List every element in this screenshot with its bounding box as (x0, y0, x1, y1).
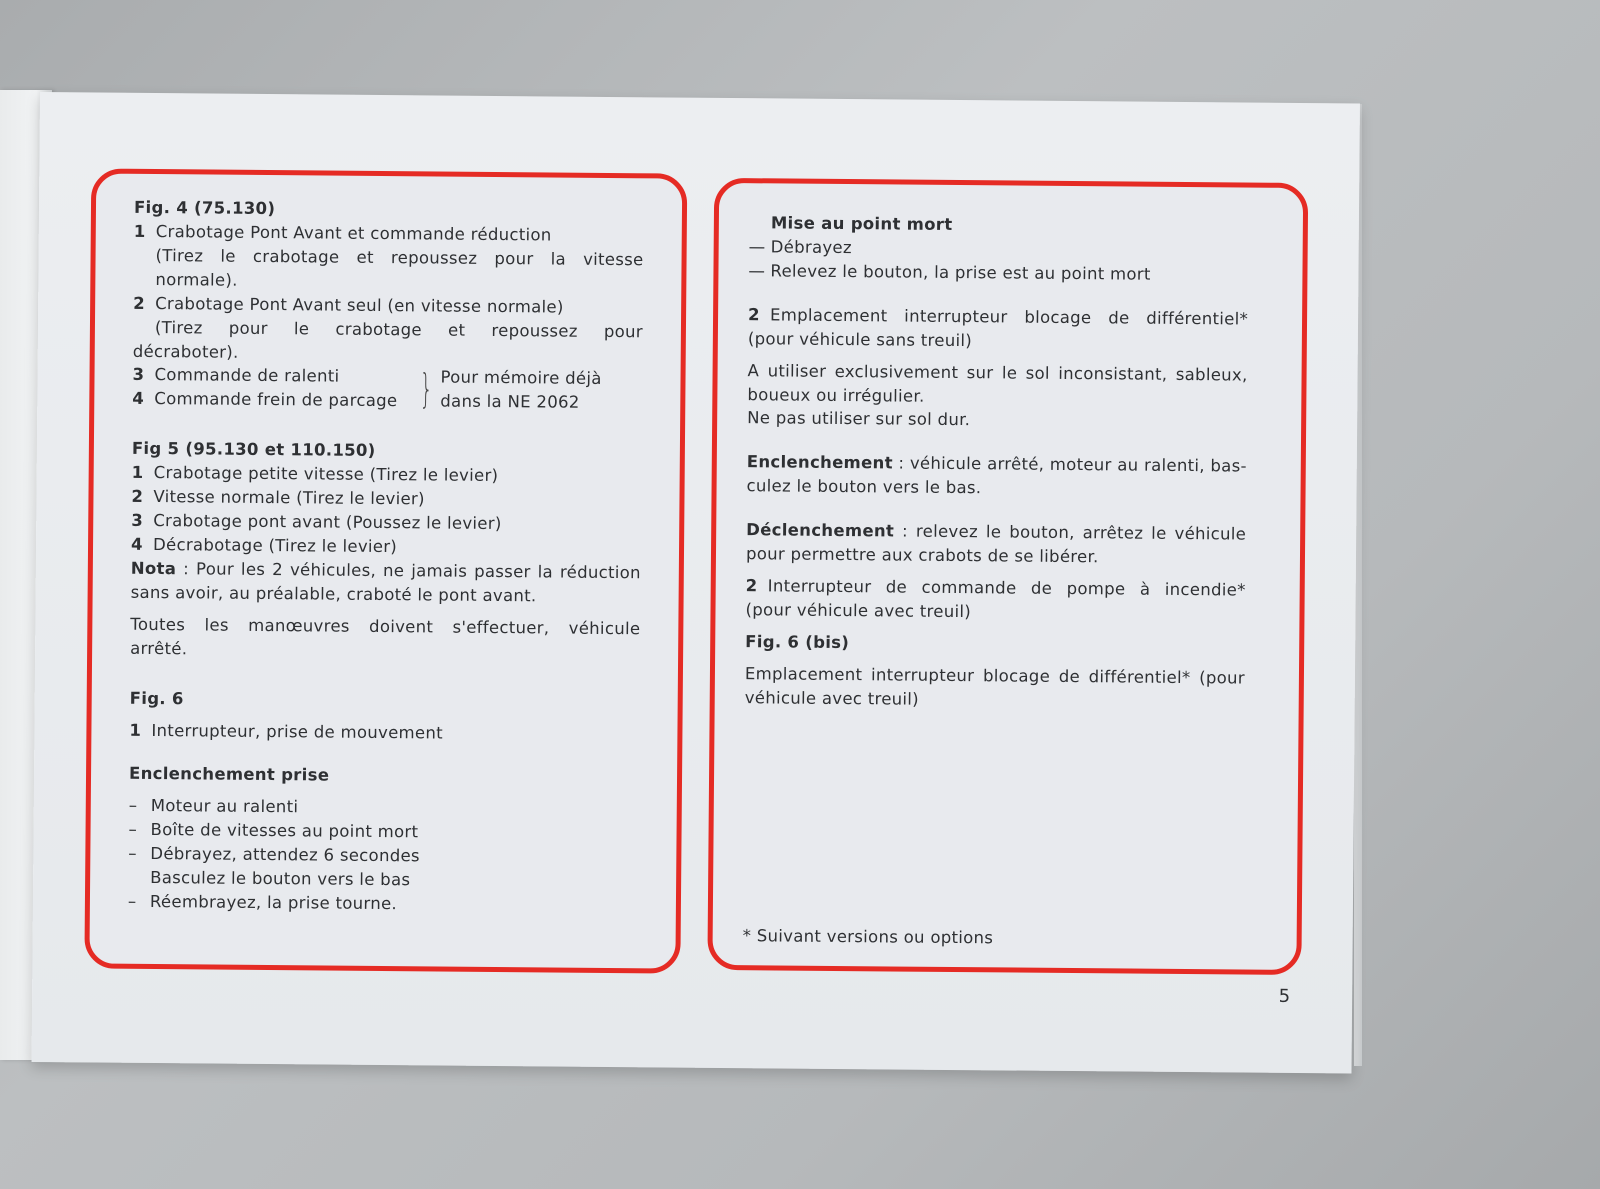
page-number: 5 (1278, 985, 1291, 1007)
enclenchement-step-detail: Basculez le bouton vers le bas (150, 868, 411, 890)
fig4-item-detail: décraboter). (132, 341, 239, 362)
fig4-item-detail: normale). (155, 269, 238, 290)
usage-line: A utiliser exclusivement sur le sol inconsistant, sableux, (747, 360, 1248, 385)
left-section-content (128, 196, 644, 918)
brace-note-line: Pour mémoire déjà (440, 367, 602, 389)
mise-au-point-mort-title: Mise au point mort (770, 213, 953, 234)
fig5-title: Fig 5 (95.130 et 110.150) (131, 439, 376, 461)
manual-page (32, 92, 1360, 1073)
left-section-box (84, 168, 687, 973)
usage-warning: Ne pas utiliser sur sol dur. (747, 408, 971, 430)
fig6-title: Fig. 6 (129, 688, 184, 708)
usage-line: boueux ou irrégulier. (747, 384, 925, 406)
fig4-item-detail: (Tirez pour le crabotage et repoussez pour (154, 317, 644, 341)
right-section-content (745, 211, 1249, 714)
fig4-brace-group (132, 363, 642, 415)
manoeuvres-line: Toutes les manœuvres doivent s'effectuer, véhicule (130, 614, 641, 639)
brace-glyph: } (419, 366, 433, 413)
fig6-item: 1 Interrupteur, prise de mouvement (129, 720, 444, 743)
mise-step: — Débrayez (748, 237, 852, 258)
enclenchement-step: – Moteur au ralenti (128, 796, 299, 817)
enclenchement-step: – Débrayez, attendez 6 secondes (128, 844, 420, 866)
declenchement-line: pour permettre aux crabots de se libérer. (745, 544, 1099, 567)
manoeuvres-line: arrêté. (130, 638, 188, 658)
item-2b-line: (pour véhicule avec treuil) (745, 600, 972, 622)
item-2b-line: 2 Interrupteur de commande de pompe à incendie* (745, 576, 1246, 600)
enclenchement-prise-title: Enclenchement prise (128, 764, 330, 785)
fig5-item: 4 Décrabotage (Tirez le levier) (130, 534, 398, 557)
enclenchement-step: – Réembrayez, la prise tourne. (127, 891, 398, 914)
item-2-line: (pour véhicule sans treuil) (747, 328, 973, 350)
fig5-item: 2 Vitesse normale (Tirez le levier) (131, 486, 425, 509)
brace-note-line: dans la NE 2062 (440, 391, 580, 413)
enclenchement-line: Enclenchement : véhicule arrêté, moteur au ralenti, bas- (746, 452, 1247, 476)
fig4-item: 2 Crabotage Pont Avant seul (en vitesse normale) (133, 293, 564, 317)
enclenchement-step: – Boîte de vitesses au point mort (128, 820, 419, 842)
right-section-box (707, 178, 1308, 975)
fig6bis-line: Emplacement interrupteur blocage de différentiel* (pour (744, 664, 1246, 688)
footnote: * Suivant versions ou options (742, 926, 994, 948)
fig4-title: Fig. 4 (75.130) (133, 197, 276, 219)
fig4-item: 3 Commande de ralenti (132, 365, 340, 387)
declenchement-line: Déclenchement : relevez le bouton, arrêtez le véhicule (746, 520, 1247, 544)
fig4-item: 4 Commande frein de parcage (132, 389, 398, 411)
enclenchement-line: culez le bouton vers le bas. (746, 476, 982, 498)
fig4-item-detail: (Tirez le crabotage et repoussez pour la vitesse (155, 245, 644, 270)
nota-line: Nota : Pour les 2 véhicules, ne jamais passer la réduction (130, 558, 641, 583)
item-2-line: 2 Emplacement interrupteur blocage de différentiel* (748, 304, 1249, 329)
mise-step: — Relevez le bouton, la prise est au point mort (748, 261, 1151, 284)
fig6bis-line: véhicule avec treuil) (744, 687, 920, 709)
fig5-item: 3 Crabotage pont avant (Poussez le levier) (131, 510, 502, 534)
fig5-item: 1 Crabotage petite vitesse (Tirez le levier) (131, 463, 499, 486)
fig6bis-title: Fig. 6 (bis) (745, 632, 850, 652)
fig4-item: 1 Crabotage Pont Avant et commande réduction (133, 221, 552, 245)
nota-line: sans avoir, au préalable, craboté le pont avant. (130, 582, 537, 606)
